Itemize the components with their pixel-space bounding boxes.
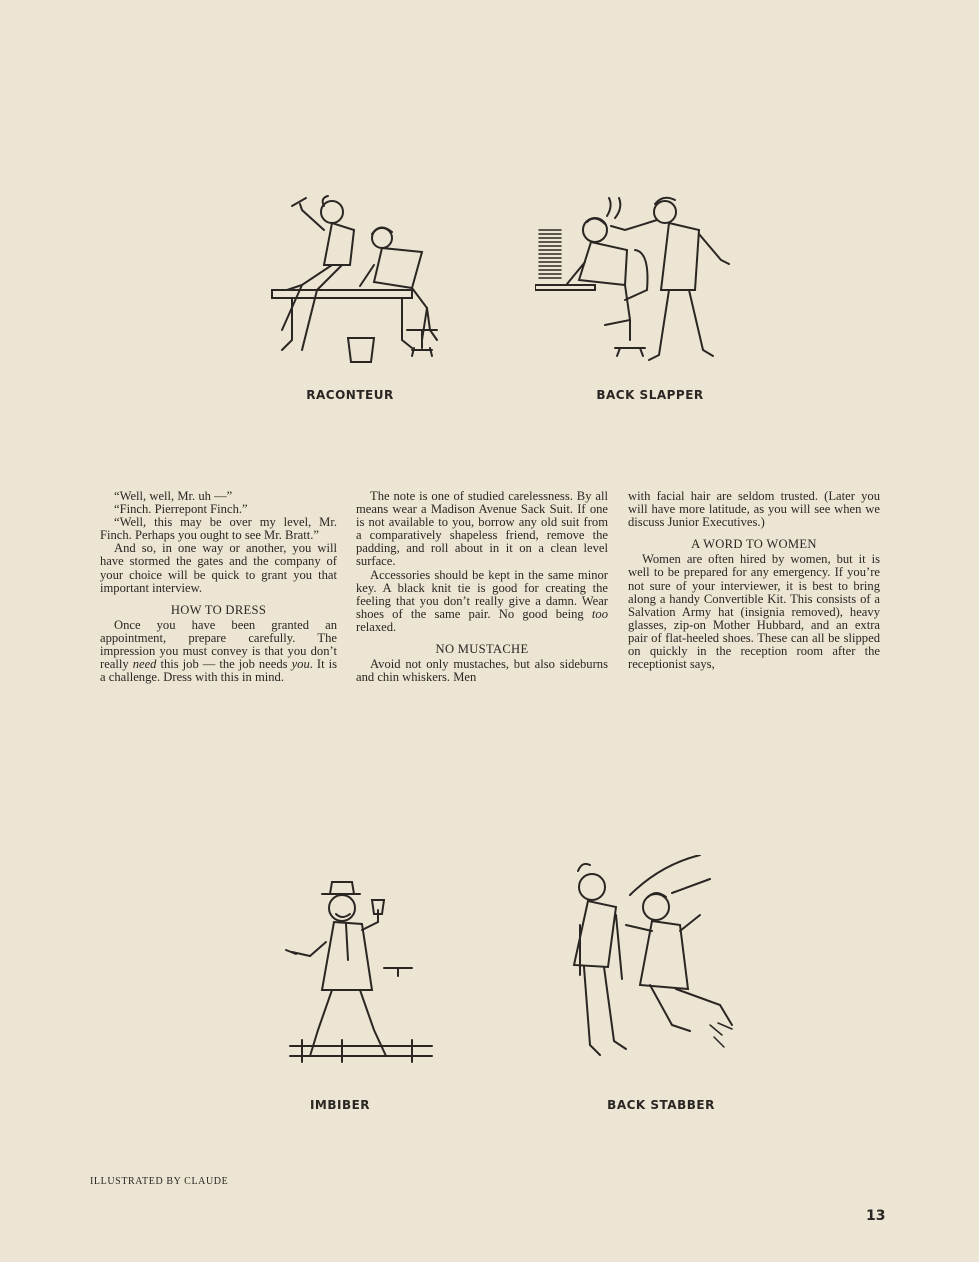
- text-column-3: [628, 490, 880, 671]
- imbiber-caption: IMBIBER: [309, 1098, 371, 1112]
- text-column-2: [356, 490, 608, 684]
- section-heading-word-to-women: A WORD TO WOMEN: [691, 537, 817, 552]
- dialogue-line: “Well, well, Mr. uh —”: [114, 489, 233, 503]
- page-number: 13: [866, 1208, 886, 1224]
- paragraph: Avoid not only mustaches, but also sideburns and chin whiskers. Men: [356, 657, 608, 685]
- section-heading-how-to-dress: HOW TO DRESS: [170, 602, 267, 617]
- paragraph: with facial hair are seldom trusted. (Later you will have more latitude, as you will see when we discuss Junior Executives.): [628, 489, 880, 530]
- back-stabber-caption: BACK STABBER: [607, 1098, 715, 1112]
- paragraph: The note is one of studied carelessness. By all means wear a Madison Avenue Sack Suit. If one is not available to you, borrow any old suit from a comparatively shapeless friend, remove the padding, and roll about in it on a clean level surface.: [356, 489, 608, 569]
- imbiber-illustration: [282, 880, 447, 1080]
- section-heading-no-mustache: NO MUSTACHE: [435, 642, 529, 657]
- raconteur-illustration: [262, 190, 452, 365]
- illustrator-credit: ILLUSTRATED BY CLAUDE: [90, 1176, 229, 1187]
- back-slapper-illustration: [535, 190, 750, 370]
- back-stabber-illustration: [560, 855, 750, 1070]
- paragraph: Women are often hired by women, but it is well to be prepared for any emergency. If you’re not sure of your interviewer, it is best to bring along a handy Convertible Kit. This consists of a Salvation Army hat (insignia removed), heavy glasses, zip-on Mother Hubbard, and an extra pair of flat-heeled shoes. These can all be slipped on quickly in the reception room after the receptionist says,: [628, 552, 880, 672]
- raconteur-caption: RACONTEUR: [306, 388, 394, 402]
- text-column-1: [100, 490, 337, 684]
- dialogue-line: “Well, this may be over my level, Mr. Finch. Perhaps you ought to see Mr. Bratt.”: [100, 515, 337, 543]
- paragraph: Once you have been granted an appointment, prepare carefully. The impression you must convey is that you don’t really need this job — the job needs you. It is a challenge. Dress with this in mind.: [100, 617, 338, 685]
- paragraph: And so, in one way or another, you will have stormed the gates and the company of your choice will be quick to grant you that important interview.: [100, 541, 337, 595]
- paragraph: Accessories should be kept in the same minor key. A black knit tie is good for creating the feeling that you don’t really give a damn. Wear shoes of the same pair. No good being too relaxed.: [356, 567, 608, 634]
- dialogue-line: “Finch. Pierrepont Finch.”: [114, 502, 248, 517]
- back-slapper-caption: BACK SLAPPER: [596, 388, 704, 402]
